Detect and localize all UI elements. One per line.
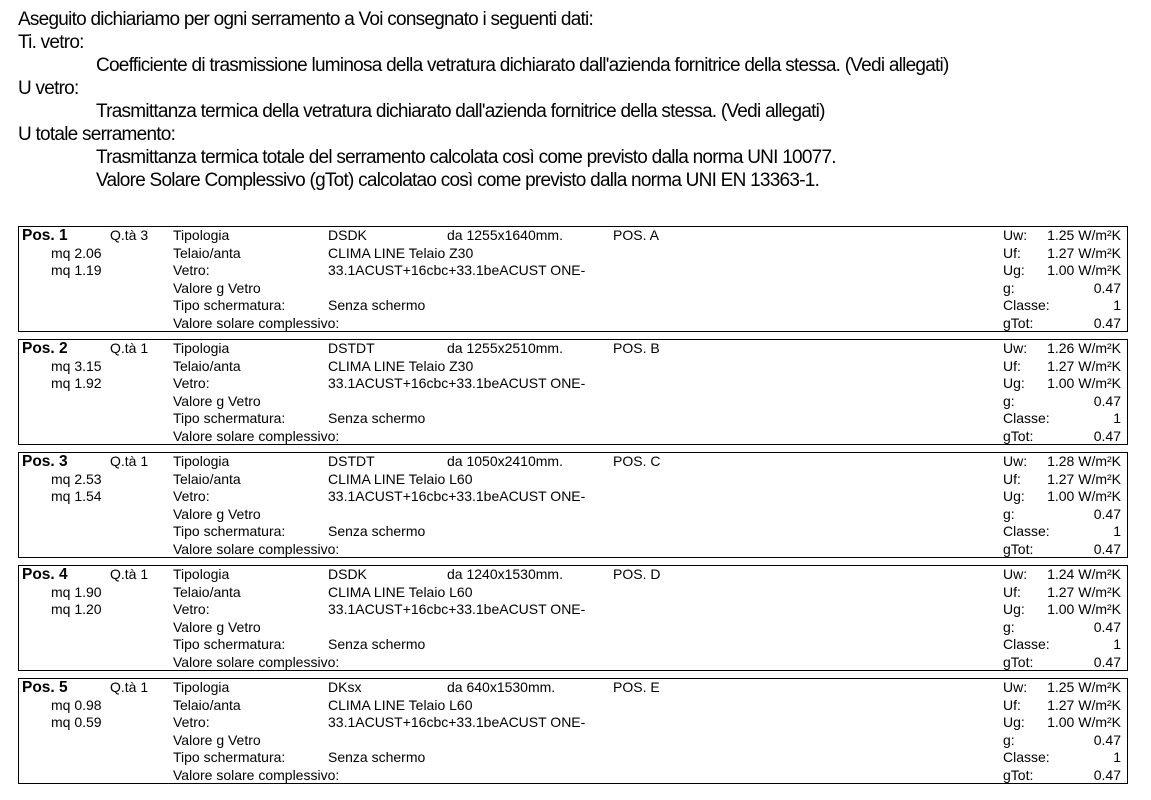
pos-number: Pos. 1: [22, 227, 68, 244]
label-valore-g: Valore g Vetro: [173, 505, 261, 522]
label-solare: Valore solare complessivo:: [173, 315, 340, 331]
uw-value: 1.26 W/m²K: [1047, 340, 1121, 356]
label-telaio: Telaio/anta: [173, 583, 241, 600]
label-tipologia: Tipologia: [173, 227, 230, 243]
label-uf: Uf:: [1003, 470, 1021, 487]
ug-value: 1.00 W/m²K: [1047, 262, 1121, 279]
dimensions: da 1240x1530mm.: [447, 566, 563, 582]
area-total: mq 3.15: [51, 357, 102, 374]
telaio-value: CLIMA LINE Telaio L60: [328, 583, 473, 600]
area-glass: mq 1.19: [51, 262, 102, 279]
quantity: Q.tà 1: [110, 679, 149, 695]
u-description: Trasmittanza termica della vetratura dichiarato dall'azienda fornitrice della stessa. (Vedi allegati): [96, 101, 825, 122]
label-classe: Classe:: [1003, 297, 1050, 314]
ug-value: 1.00 W/m²K: [1047, 488, 1121, 505]
label-telaio: Telaio/anta: [173, 470, 241, 487]
classe-value: 1: [1113, 410, 1121, 427]
window-record: [18, 565, 1128, 671]
uf-value: 1.27 W/m²K: [1047, 470, 1121, 487]
dimensions: da 1255x2510mm.: [447, 340, 563, 356]
schermatura-value: Senza schermo: [328, 297, 426, 314]
ug-value: 1.00 W/m²K: [1047, 714, 1121, 731]
label-uw: Uw:: [1003, 566, 1028, 582]
tipologia-value: DSDK: [328, 566, 367, 582]
vetro-value: 33.1ACUST+16cbc+33.1beACUST ONE-: [328, 601, 586, 618]
label-telaio: Telaio/anta: [173, 696, 241, 713]
label-vetro: Vetro:: [173, 488, 210, 505]
uf-value: 1.27 W/m²K: [1047, 357, 1121, 374]
label-tipologia: Tipologia: [173, 566, 230, 582]
area-glass: mq 0.59: [51, 714, 102, 731]
uw-value: 1.24 W/m²K: [1047, 566, 1121, 582]
label-telaio: Telaio/anta: [173, 244, 241, 261]
label-solare: Valore solare complessivo:: [173, 654, 340, 670]
label-g: g:: [1003, 618, 1015, 635]
schermatura-value: Senza schermo: [328, 636, 426, 653]
label-uw: Uw:: [1003, 453, 1028, 469]
quantity: Q.tà 1: [110, 340, 149, 356]
vetro-value: 33.1ACUST+16cbc+33.1beACUST ONE-: [328, 262, 586, 279]
label-valore-g: Valore g Vetro: [173, 731, 261, 748]
window-record: [18, 452, 1128, 558]
label-schermatura: Tipo schermatura:: [173, 749, 286, 766]
window-record: [18, 339, 1128, 445]
label-uf: Uf:: [1003, 696, 1021, 713]
label-valore-g: Valore g Vetro: [173, 618, 261, 635]
pos-code: POS. A: [613, 227, 659, 243]
label-gtot: gTot:: [1003, 315, 1034, 331]
ut-description-1: Trasmittanza termica totale del serramento calcolata così come previsto dalla norma UNI 10077.: [96, 147, 836, 168]
gtot-value: 0.47: [1093, 654, 1121, 670]
label-solare: Valore solare complessivo:: [173, 767, 340, 783]
label-valore-g: Valore g Vetro: [173, 392, 261, 409]
tipologia-value: DSTDT: [328, 453, 375, 469]
tipologia-value: DSDK: [328, 227, 367, 243]
pos-code: POS. B: [613, 340, 660, 356]
pos-number: Pos. 4: [22, 566, 68, 583]
label-classe: Classe:: [1003, 636, 1050, 653]
label-telaio: Telaio/anta: [173, 357, 241, 374]
uf-value: 1.27 W/m²K: [1047, 244, 1121, 261]
ug-value: 1.00 W/m²K: [1047, 375, 1121, 392]
label-schermatura: Tipo schermatura:: [173, 636, 286, 653]
area-total: mq 2.06: [51, 244, 102, 261]
window-record: [18, 678, 1128, 784]
pos-code: POS. D: [613, 566, 661, 582]
tipologia-value: DSTDT: [328, 340, 375, 356]
ug-value: 1.00 W/m²K: [1047, 601, 1121, 618]
label-uf: Uf:: [1003, 357, 1021, 374]
uw-value: 1.25 W/m²K: [1047, 227, 1121, 243]
vetro-value: 33.1ACUST+16cbc+33.1beACUST ONE-: [328, 488, 586, 505]
g-value: 0.47: [1093, 279, 1121, 296]
label-classe: Classe:: [1003, 410, 1050, 427]
ut-label: U totale serramento:: [18, 124, 176, 145]
pos-number: Pos. 3: [22, 453, 68, 470]
ti-label: Ti. vetro:: [18, 32, 84, 53]
label-g: g:: [1003, 279, 1015, 296]
label-solare: Valore solare complessivo:: [173, 541, 340, 557]
area-glass: mq 1.54: [51, 488, 102, 505]
quantity: Q.tà 3: [110, 227, 149, 243]
label-schermatura: Tipo schermatura:: [173, 523, 286, 540]
label-ug: Ug:: [1003, 714, 1025, 731]
intro-heading: Aseguito dichiariamo per ogni serramento a Voi consegnato i seguenti dati:: [18, 9, 594, 30]
tipologia-value: DKsx: [328, 679, 362, 695]
label-valore-g: Valore g Vetro: [173, 279, 261, 296]
label-uf: Uf:: [1003, 244, 1021, 261]
schermatura-value: Senza schermo: [328, 410, 426, 427]
pos-code: POS. E: [613, 679, 660, 695]
quantity: Q.tà 1: [110, 453, 149, 469]
label-gtot: gTot:: [1003, 654, 1034, 670]
telaio-value: CLIMA LINE Telaio L60: [328, 696, 473, 713]
uf-value: 1.27 W/m²K: [1047, 696, 1121, 713]
vetro-value: 33.1ACUST+16cbc+33.1beACUST ONE-: [328, 375, 586, 392]
label-vetro: Vetro:: [173, 375, 210, 392]
label-schermatura: Tipo schermatura:: [173, 297, 286, 314]
uf-value: 1.27 W/m²K: [1047, 583, 1121, 600]
classe-value: 1: [1113, 749, 1121, 766]
label-g: g:: [1003, 505, 1015, 522]
label-vetro: Vetro:: [173, 601, 210, 618]
classe-value: 1: [1113, 523, 1121, 540]
classe-value: 1: [1113, 636, 1121, 653]
area-total: mq 0.98: [51, 696, 102, 713]
gtot-value: 0.47: [1093, 315, 1121, 331]
g-value: 0.47: [1093, 392, 1121, 409]
telaio-value: CLIMA LINE Telaio Z30: [328, 244, 474, 261]
label-classe: Classe:: [1003, 749, 1050, 766]
label-vetro: Vetro:: [173, 262, 210, 279]
label-ug: Ug:: [1003, 488, 1025, 505]
gtot-value: 0.47: [1093, 767, 1121, 783]
intro-text: [18, 8, 949, 192]
gtot-value: 0.47: [1093, 428, 1121, 444]
pos-number: Pos. 5: [22, 679, 68, 696]
area-glass: mq 1.20: [51, 601, 102, 618]
label-solare: Valore solare complessivo:: [173, 428, 340, 444]
dimensions: da 1255x1640mm.: [447, 227, 563, 243]
label-g: g:: [1003, 731, 1015, 748]
label-tipologia: Tipologia: [173, 340, 230, 356]
telaio-value: CLIMA LINE Telaio Z30: [328, 357, 474, 374]
uw-value: 1.28 W/m²K: [1047, 453, 1121, 469]
quantity: Q.tà 1: [110, 566, 149, 582]
label-gtot: gTot:: [1003, 541, 1034, 557]
schermatura-value: Senza schermo: [328, 523, 426, 540]
label-schermatura: Tipo schermatura:: [173, 410, 286, 427]
label-classe: Classe:: [1003, 523, 1050, 540]
area-total: mq 1.90: [51, 583, 102, 600]
label-uf: Uf:: [1003, 583, 1021, 600]
pos-code: POS. C: [613, 453, 661, 469]
label-vetro: Vetro:: [173, 714, 210, 731]
classe-value: 1: [1113, 297, 1121, 314]
area-total: mq 2.53: [51, 470, 102, 487]
g-value: 0.47: [1093, 731, 1121, 748]
label-uw: Uw:: [1003, 227, 1028, 243]
label-ug: Ug:: [1003, 262, 1025, 279]
dimensions: da 1050x2410mm.: [447, 453, 563, 469]
label-tipologia: Tipologia: [173, 679, 230, 695]
schermatura-value: Senza schermo: [328, 749, 426, 766]
g-value: 0.47: [1093, 505, 1121, 522]
g-value: 0.47: [1093, 618, 1121, 635]
label-tipologia: Tipologia: [173, 453, 230, 469]
ti-description: Coefficiente di trasmissione luminosa della vetratura dichiarato dall'azienda fornitrice della stessa. (Vedi allegati): [96, 55, 949, 76]
label-ug: Ug:: [1003, 375, 1025, 392]
label-ug: Ug:: [1003, 601, 1025, 618]
window-record: [18, 226, 1128, 332]
label-g: g:: [1003, 392, 1015, 409]
dimensions: da 640x1530mm.: [447, 679, 556, 695]
pos-number: Pos. 2: [22, 340, 68, 357]
label-uw: Uw:: [1003, 340, 1028, 356]
vetro-value: 33.1ACUST+16cbc+33.1beACUST ONE-: [328, 714, 586, 731]
area-glass: mq 1.92: [51, 375, 102, 392]
uw-value: 1.25 W/m²K: [1047, 679, 1121, 695]
label-gtot: gTot:: [1003, 767, 1034, 783]
u-label: U vetro:: [18, 78, 79, 99]
gtot-value: 0.47: [1093, 541, 1121, 557]
telaio-value: CLIMA LINE Telaio L60: [328, 470, 473, 487]
label-uw: Uw:: [1003, 679, 1028, 695]
ut-description-2: Valore Solare Complessivo (gTot) calcolatao così come previsto dalla norma UNI EN 13363-1.: [96, 170, 820, 191]
label-gtot: gTot:: [1003, 428, 1034, 444]
